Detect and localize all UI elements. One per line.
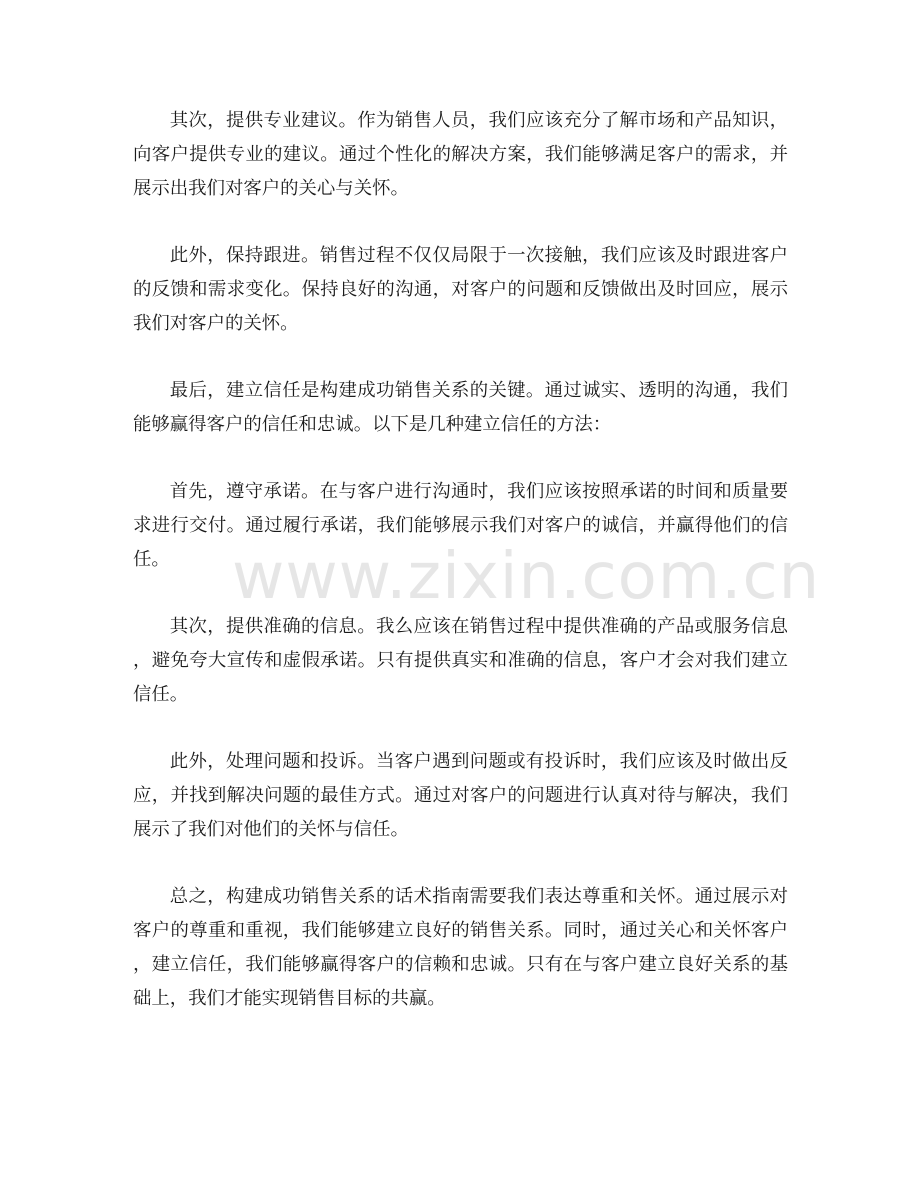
paragraph-keep-promises: 首先，遵守承诺。在与客户进行沟通时，我们应该按照承诺的时间和质量要求进行交付。通过履行承诺，我们能够展示我们对客户的诚信，并赢得他们的信任。	[133, 481, 788, 570]
paragraph-handle-complaints: 此外，处理问题和投诉。当客户遇到问题或有投诉时，我们应该及时做出反应，并找到解决问题的最佳方式。通过对客户的问题进行认真对待与解决，我们展示了我们对他们的关怀与信任。	[133, 751, 788, 840]
paragraph-build-trust: 最后，建立信任是构建成功销售关系的关键。通过诚实、透明的沟通，我们能够赢得客户的信任和忠诚。以下是几种建立信任的方法：	[133, 380, 788, 435]
paragraph-accurate-info: 其次，提供准确的信息。我么应该在销售过程中提供准确的产品或服务信息，避免夸大宣传和虚假承诺。只有提供真实和准确的信息，客户才会对我们建立信任。	[133, 616, 788, 705]
paragraph-professional-advice: 其次，提供专业建议。作为销售人员，我们应该充分了解市场和产品知识，向客户提供专业的建议。通过个性化的解决方案，我们能够满足客户的需求，并展示出我们对客户的关心与关怀。	[133, 110, 788, 199]
watermark-text: www.zixin.com.cn	[232, 540, 821, 614]
paragraph-follow-up: 此外，保持跟进。销售过程不仅仅局限于一次接触，我们应该及时跟进客户的反馈和需求变化。保持良好的沟通，对客户的问题和反馈做出及时回应，展示我们对客户的关怀。	[133, 245, 788, 334]
document-body	[133, 104, 821, 1049]
paragraph-summary: 总之，构建成功销售关系的话术指南需要我们表达尊重和关怀。通过展示对客户的尊重和重视，我们能够建立良好的销售关系。同时，通过关心和关怀客户，建立信任，我们能够赢得客户的信赖和忠诚。只有在与客户建立良好关系的基础上，我们才能实现销售目标的共赢。	[133, 886, 788, 1009]
